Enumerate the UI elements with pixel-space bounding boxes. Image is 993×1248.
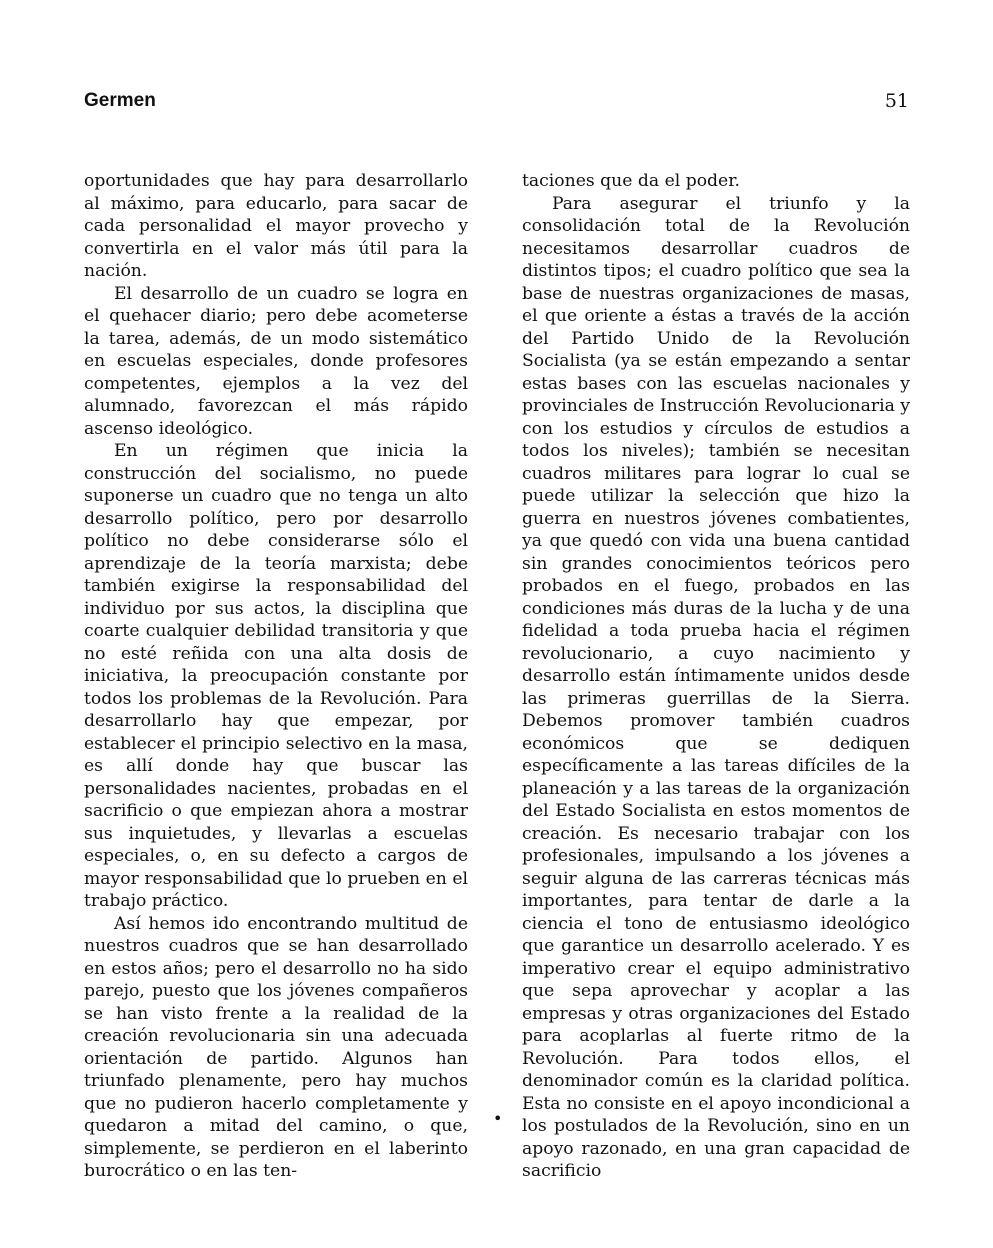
paragraph: Para asegurar el triunfo y la consolidación total de la Revolución necesitamos desarrollar cuadros de distintos tipos; el cuadro político que sea la base de nuestras organizaciones de masas, el que oriente a éstas a través de la acción del Partido Unido de la Revolución Socialista (ya se están empezando a sentar estas bases con las escuelas nacionales y provinciales de Instrucción Revolucionaria y con los estudios y círculos de estudios a todos los niveles); también se necesitan cuadros militares para lograr lo cual se puede utilizar la selección que hizo la guerra en nuestros jóvenes combatientes, ya que quedó con vida una buena cantidad sin grandes conocimientos teóricos pero probados en el fuego, probados en las condiciones más duras de la lucha y de una fidelidad a toda prueba hacia el régimen revolucionario, a cuyo nacimiento y desarrollo están íntimamente unidos desde las primeras guerrillas de la Sierra. Debemos promover también cuadros económicos que se dediquen específicamente a las tareas difíciles de la planeación y a las tareas de la organización del Estado Socialista en estos momentos de creación. Es necesario trabajar con los profesionales, impulsando a los jóvenes a seguir alguna de las carreras técnicas más importantes, para tentar de darle a la ciencia el tono de entusiasmo ideológico que garantice un desarrollo acelerado. Y es imperativo crear el equipo administrativo que sepa aprovechar y acoplar a las empresas y otras organizaciones del Estado para acoplarlas al fuerte ritmo de la Revolución. Para todos ellos, el denominador común es la claridad política. Esta no consiste en el apoyo incondicional a los postulados de la Revolución, sino en un apoyo razonado, en una gran capacidad de sacrificio (522, 193, 910, 1181)
right-text-column (522, 170, 910, 1183)
paragraph: El desarrollo de un cuadro se logra en el quehacer diario; pero debe acometerse la tarea, además, de un modo sistemático en escuelas especiales, donde profesores competentes, ejemplos a la vez del alumnado, favorezcan el más rápido ascenso ideológico. (84, 283, 468, 439)
running-header-title: Germen (84, 90, 156, 111)
paragraph: Así hemos ido encontrando multitud de nuestros cuadros que se han desarrollado en estos años; pero el desarrollo no ha sido parejo, puesto que los jóvenes compañeros se han visto frente a la realidad de la creación revolucionaria sin una adecuada orientación de partido. Algunos han triunfado plenamente, pero hay muchos que no pudieron hacerlo completamente y quedaron a mitad del camino, o que, simplemente, se perdieron en el laberinto burocrático o en las ten- (84, 913, 468, 1181)
page-number: 51 (884, 90, 909, 112)
paragraph: oportunidades que hay para desarrollarlo al máximo, para educarlo, para sacar de cada personalidad el mayor provecho y convertirla en el valor más útil para la nación. (84, 171, 468, 281)
paragraph: En un régimen que inicia la construcción del socialismo, no puede suponerse un cuadro que no tenga un alto desarrollo político, pero por desarrollo político no debe considerarse sólo el aprendizaje de la teoría marxista; debe también exigirse la responsabilidad del individuo por sus actos, la disciplina que coarte cualquier debilidad transitoria y que no esté reñida con una alta dosis de iniciativa, la preocupación constante por todos los problemas de la Revolución. Para desarrollarlo hay que empezar, por establecer el principio selectivo en la masa, es allí donde hay que buscar las personalidades nacientes, probadas en el sacrificio o que empiezan ahora a mostrar sus inquietudes, y llevarlas a escuelas especiales, o, en su defecto a cargos de mayor responsabilidad que lo prueben en el trabajo práctico. (84, 441, 468, 911)
left-text-column (84, 170, 468, 1183)
margin-dot-mark: • (493, 1109, 503, 1128)
paragraph: taciones que da el poder. (522, 171, 741, 191)
